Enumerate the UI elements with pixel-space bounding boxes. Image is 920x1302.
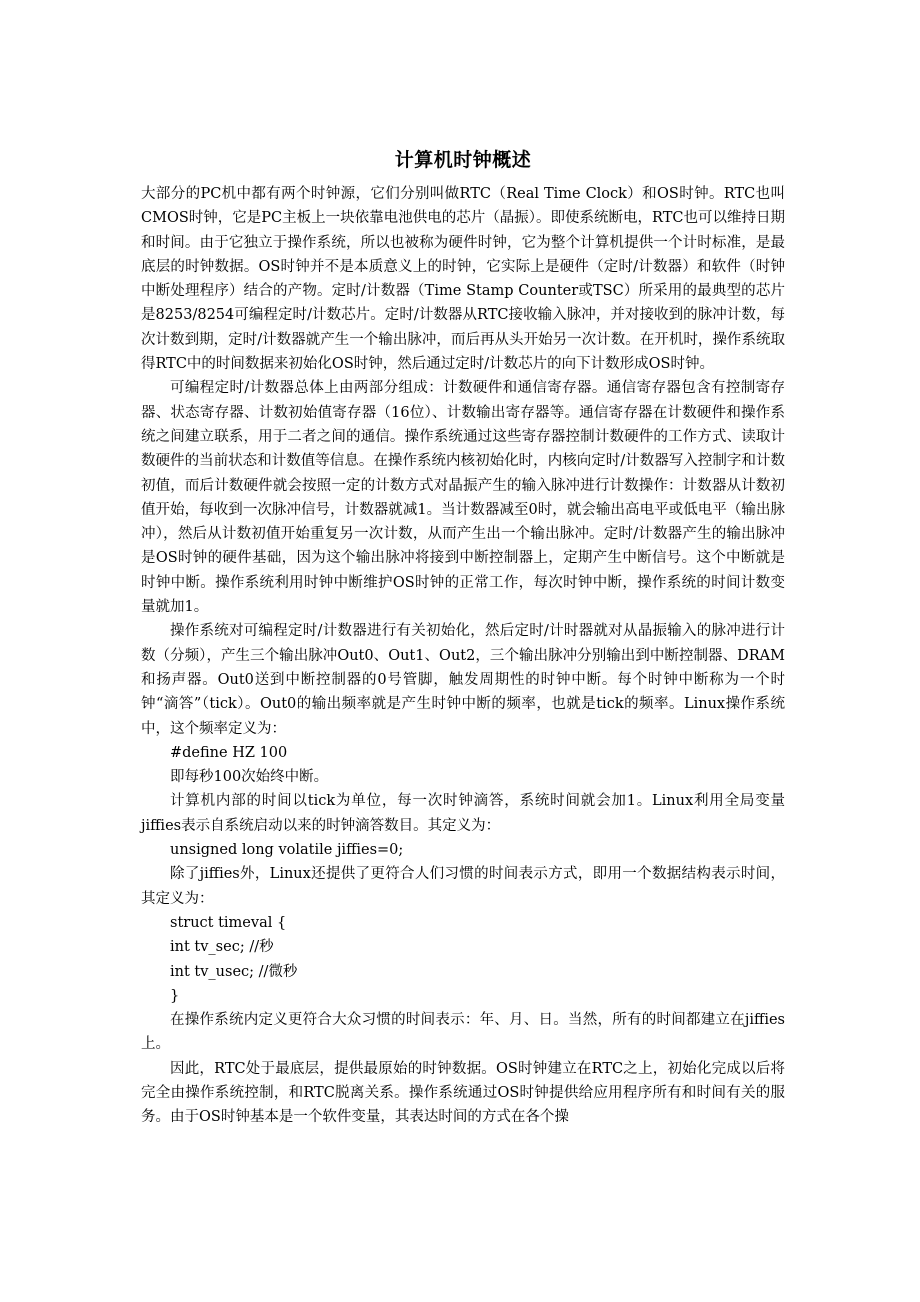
paragraph-tick: 操作系统对可编程定时/计数器进行有关初始化，然后定时/计时器就对从晶振输入的脉冲进行计数（分频），产生三个输出脉冲Out0、Out1、Out2，三个输出脉冲分别输出到中断控制器、DRAM和扬声器。Out0送到中断控制器的0号管脚，触发周期性的时钟中断。每个时钟中断称为一个时钟“滴答”（tick）。Out0的输出频率就是产生时钟中断的频率，也就是tick的频率。Linux操作系统中，这个频率定义为： <box>141 623 785 737</box>
paragraph-calendar-time: 在操作系统内定义更符合大众习惯的时间表示：年、月、日。当然，所有的时间都建立在jiffies上。 <box>141 1012 785 1053</box>
code-struct-close: } <box>170 987 180 1004</box>
code-tv-usec: int tv_usec; //微秒 <box>170 963 298 980</box>
code-define-hz: #define HZ 100 <box>170 744 288 761</box>
code-jiffies-declaration: unsigned long volatile jiffies=0; <box>170 842 404 859</box>
paragraph-jiffies: 计算机内部的时间以tick为单位，每一次时钟滴答，系统时间就会加1。Linux利用全局变量jiffies表示自系统启动以来的时钟滴答数目。其定义为： <box>141 793 785 834</box>
code-tv-sec: int tv_sec; //秒 <box>170 939 274 956</box>
paragraph-interrupt-rate: 即每秒100次始终中断。 <box>170 769 329 786</box>
paragraph-timer-counter: 可编程定时/计数器总体上由两部分组成：计数硬件和通信寄存器。通信寄存器包含有控制寄存器、状态寄存器、计数初始值寄存器（16位）、计数输出寄存器等。通信寄存器在计数硬件和操作系统之间建立联系，用于二者之间的通信。操作系统通过这些寄存器控制计数硬件的工作方式、读取计数硬件的当前状态和计数值等信息。在操作系统内核初始化时，内核向定时/计数器写入控制字和计数初值，而后计数硬件就会按照一定的计数方式对晶振产生的输入脉冲进行计数操作：计数器从计数初值开始，每收到一次脉冲信号，计数器就减1。当计数器减至0时，就会输出高电平或低电平（输出脉冲），然后从计数初值开始重复另一次计数，从而产生出一个输出脉冲。定时/计数器产生的输出脉冲是OS时钟的硬件基础，因为这个输出脉冲将接到中断控制器上，定期产生中断信号。这个中断就是时钟中断。操作系统利用时钟中断维护OS时钟的正常工作，每次时钟中断，操作系统的时间计数变量就加1。 <box>141 380 785 616</box>
document-body <box>141 146 785 1130</box>
code-struct-open: struct timeval { <box>170 914 287 931</box>
paragraph-rtc-os-clock: 大部分的PC机中都有两个时钟源，它们分别叫做RTC（Real Time Clock）和OS时钟。RTC也叫CMOS时钟，它是PC主板上一块依靠电池供电的芯片（晶振）。即使系统断电，RTC也可以维持日期和时间。由于它独立于操作系统，所以也被称为硬件时钟，它为整个计算机提供一个计时标准，是最底层的时钟数据。OS时钟并不是本质意义上的时钟，它实际上是硬件（定时/计数器）和软件（时钟中断处理程序）结合的产物。定时/计数器（Time Stamp Counter或TSC）所采用的最典型的芯片是8253/8254可编程定时/计数芯片。定时/计数器从RTC接收输入脉冲，并对接收到的脉冲计数，每次计数到期，定时/计数器就产生一个输出脉冲，而后再从头开始另一次计数。在开机时，操作系统取得RTC中的时间数据来初始化OS时钟，然后通过定时/计数芯片的向下计数形成OS时钟。 <box>141 186 785 373</box>
paragraph-timeval: 除了jiffies外，Linux还提供了更符合人们习惯的时间表示方式，即用一个数据结构表示时间，其定义为： <box>141 866 785 907</box>
document-title: 计算机时钟概述 <box>394 149 532 171</box>
paragraph-summary: 因此，RTC处于最底层，提供最原始的时钟数据。OS时钟建立在RTC之上，初始化完成以后将完全由操作系统控制，和RTC脱离关系。操作系统通过OS时钟提供给应用程序所有和时间有关的服务。由于OS时钟基本是一个软件变量，其表达时间的方式在各个操 <box>141 1060 785 1126</box>
